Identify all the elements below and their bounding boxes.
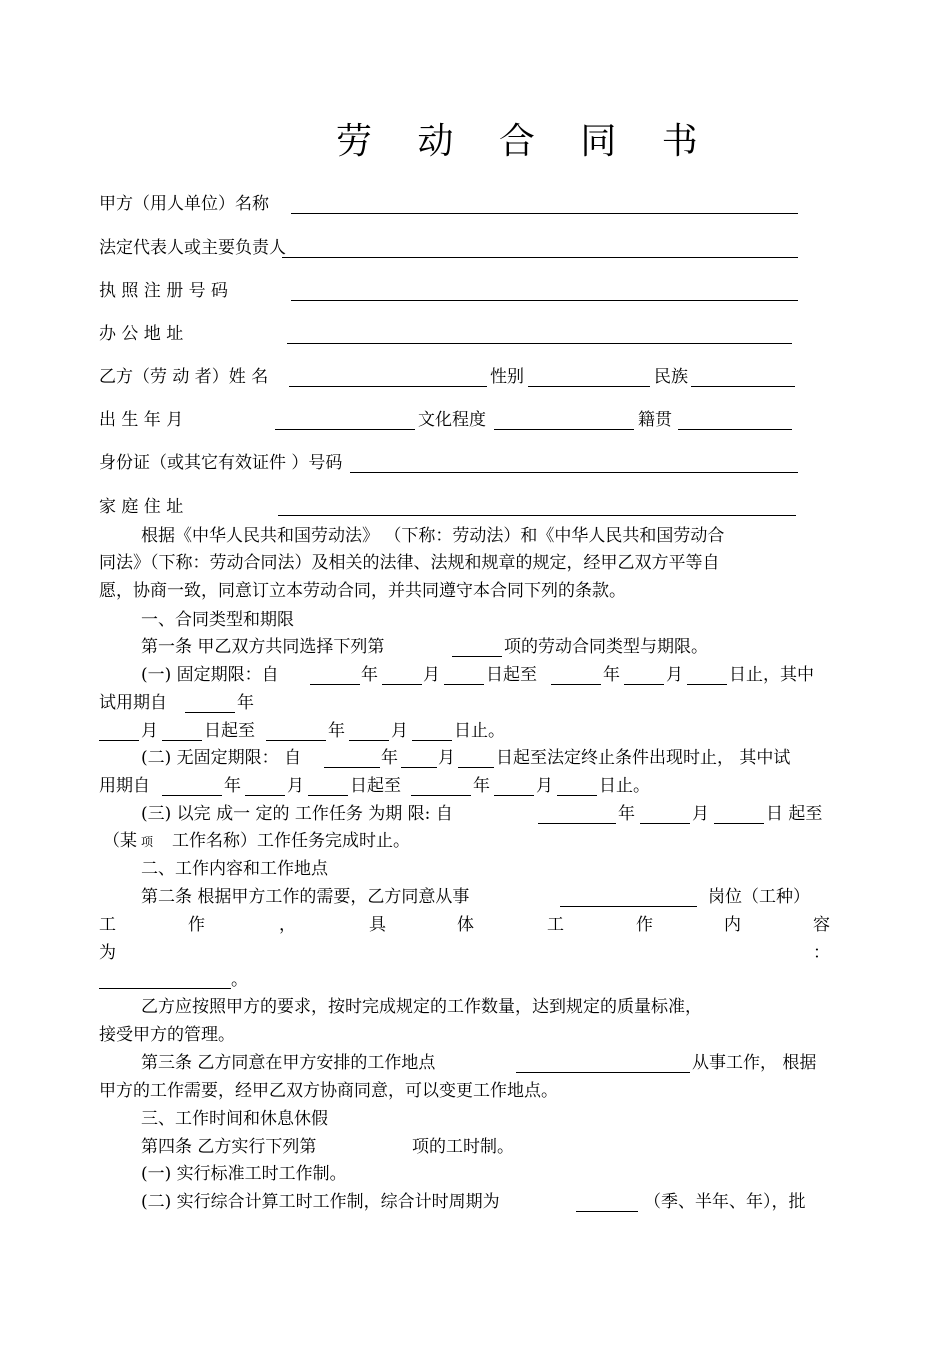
article-4-text: 第四条 乙方实行下列第: [141, 1137, 317, 1157]
trial-start-day-field[interactable]: [162, 740, 202, 741]
fixed-year-label: 年: [361, 665, 378, 685]
article-2-spread-char: 具: [369, 915, 386, 935]
fixed-end-month-field[interactable]: [624, 684, 664, 685]
article-2-text: 第二条 根据甲方工作的需要，乙方同意从事: [141, 887, 470, 907]
trial-start-year-field[interactable]: [185, 712, 235, 713]
trial-end-day-field[interactable]: [412, 740, 452, 741]
hours-option-2-end: （季、半年、年），批: [644, 1192, 806, 1212]
open-trial-month-label: 月: [287, 776, 304, 796]
open-trial-start-year-field[interactable]: [162, 795, 222, 796]
article-1-choice-field[interactable]: [452, 656, 502, 657]
requirement-line-1: 乙方应按照甲方的要求，按时完成规定的工作数量，达到规定的质量标准，: [141, 997, 702, 1017]
id-number-label: 身份证（或其它有效证件 ）号码: [99, 453, 343, 473]
fixed-from-label: 日起至: [486, 665, 537, 685]
trial-end-month-field[interactable]: [349, 740, 389, 741]
work-location-field[interactable]: [516, 1072, 690, 1073]
fixed-term-label: (一) 固定期限：自: [141, 665, 279, 685]
birth-date-label: 出 生 年 月: [99, 410, 184, 430]
intro-line-1: 根据《中华人民共和国劳动法》 （下称：劳动法）和《中华人民共和国劳动合: [141, 526, 725, 546]
legal-rep-label: 法定代表人或主要负责人: [99, 238, 286, 258]
open-trial-end-day-field[interactable]: [557, 795, 597, 796]
fixed-end-year-field[interactable]: [551, 684, 601, 685]
trial-start-month-field[interactable]: [99, 740, 139, 741]
open-term-label: (二) 无固定期限： 自: [141, 748, 302, 768]
article-1-text-end: 项的劳动合同类型与期限。: [504, 637, 708, 657]
trial-month2-label: 月: [391, 721, 408, 741]
office-address-label: 办 公 地 址: [99, 324, 184, 344]
open-trial-year-label: 年: [224, 776, 241, 796]
open-trial-end-label: 日止。: [599, 776, 650, 796]
open-rest-text: 日起至法定终止条件出现时止， 其中试: [496, 748, 791, 768]
license-no-label: 执 照 注 册 号 码: [99, 281, 229, 301]
job-content-end: 。: [231, 970, 248, 990]
fixed-trial-year-label: 年: [237, 693, 254, 713]
legal-rep-field[interactable]: [282, 257, 798, 258]
intro-line-2: 同法》（下称：劳动合同法）及相关的法律、法规和规章的规定，经甲乙双方平等自: [99, 553, 720, 573]
native-place-label: 籍贯: [638, 410, 672, 430]
article-3-line-2: 甲方的工作需要，经甲乙双方协商同意，可以变更工作地点。: [99, 1081, 558, 1101]
fixed-trial-label: 试用期自: [99, 693, 167, 713]
open-trial-end-year-field[interactable]: [411, 795, 471, 796]
article-2-spread-char: 作: [636, 915, 653, 935]
education-field[interactable]: [494, 429, 634, 430]
document-title: 劳 动 合 同 书: [336, 121, 715, 162]
license-no-field[interactable]: [291, 300, 798, 301]
fixed-month2-label: 月: [666, 665, 683, 685]
open-trial-month2-label: 月: [536, 776, 553, 796]
fixed-end-day-field[interactable]: [687, 684, 727, 685]
task-start-day-field[interactable]: [714, 823, 764, 824]
trial-end-label: 日止。: [454, 721, 505, 741]
hours-option-1: (一) 实行标准工时工作制。: [141, 1164, 347, 1184]
trial-year-label: 年: [328, 721, 345, 741]
article-1-text: 第一条 甲乙双方共同选择下列第: [141, 637, 385, 657]
article-2-spread-char: 工: [99, 915, 116, 935]
open-start-year-field[interactable]: [324, 767, 380, 768]
article-2-colon: ：: [813, 943, 830, 963]
birth-date-field[interactable]: [275, 429, 415, 430]
home-address-label: 家 庭 住 址: [99, 497, 184, 517]
task-year-label: 年: [618, 804, 635, 824]
fixed-month-label: 月: [423, 665, 440, 685]
id-number-field[interactable]: [350, 472, 798, 473]
section-3-heading: 三、工作时间和休息休假: [141, 1109, 328, 1129]
article-2-wei: 为: [99, 943, 116, 963]
gender-label: 性别: [490, 367, 524, 387]
article-3-text: 第三条 乙方同意在甲方安排的工作地点: [141, 1053, 436, 1073]
article-2-spread-char: 容: [813, 915, 830, 935]
section-1-heading: 一、合同类型和期限: [141, 610, 294, 630]
requirement-line-2: 接受甲方的管理。: [99, 1025, 235, 1045]
task-name-text: 工作名称）工作任务完成时止。: [172, 831, 410, 851]
article-2-text-end: 岗位（工种）: [708, 887, 810, 907]
education-label: 文化程度: [418, 410, 486, 430]
fixed-year2-label: 年: [603, 665, 620, 685]
open-year-label: 年: [381, 748, 398, 768]
fixed-start-day-field[interactable]: [444, 684, 484, 685]
employee-name-field[interactable]: [289, 386, 487, 387]
open-trial-label: 用期自: [99, 776, 150, 796]
open-trial-end-month-field[interactable]: [494, 795, 534, 796]
article-2-spread-char: ，: [279, 915, 296, 935]
fixed-start-year-field[interactable]: [310, 684, 360, 685]
task-from-label: 日 起至: [766, 804, 823, 824]
hours-option-2: (二) 实行综合计算工时工作制，综合计时周期为: [141, 1192, 500, 1212]
article-2-spread-char: 工: [547, 915, 564, 935]
open-month-label: 月: [438, 748, 455, 768]
open-trial-start-month-field[interactable]: [245, 795, 285, 796]
article-2-spread-char: 作: [188, 915, 205, 935]
open-start-day-field[interactable]: [458, 767, 494, 768]
article-2-spread-char: 内: [724, 915, 741, 935]
office-address-field[interactable]: [287, 343, 792, 344]
article-3-text-end: 从事工作， 根据: [692, 1053, 817, 1073]
employer-name-field[interactable]: [291, 213, 798, 214]
task-start-month-field[interactable]: [640, 823, 690, 824]
open-trial-start-day-field[interactable]: [308, 795, 348, 796]
trial-from-label: 日起至: [204, 721, 255, 741]
ethnicity-label: 民族: [654, 367, 688, 387]
hours-period-field[interactable]: [576, 1211, 638, 1212]
open-trial-year2-label: 年: [473, 776, 490, 796]
job-content-field[interactable]: [99, 988, 231, 989]
task-start-year-field[interactable]: [538, 823, 616, 824]
task-month-label: 月: [692, 804, 709, 824]
open-trial-from-label: 日起至: [350, 776, 401, 796]
employer-name-label: 甲方（用人单位）名称: [99, 194, 269, 214]
article-2-spread-char: 体: [457, 915, 474, 935]
gender-field[interactable]: [528, 386, 650, 387]
intro-line-3: 愿，协商一致，同意订立本劳动合同，并共同遵守本合同下列的条款。: [99, 581, 626, 601]
ethnicity-field[interactable]: [691, 386, 795, 387]
home-address-field[interactable]: [278, 515, 796, 516]
employee-name-label: 乙方（劳 动 者）姓 名: [99, 367, 269, 387]
fixed-to-label: 日止，其中: [729, 665, 814, 685]
open-start-month-field[interactable]: [401, 767, 437, 768]
article-2-position-field[interactable]: [560, 906, 697, 907]
native-place-field[interactable]: [678, 429, 792, 430]
section-2-heading: 二、工作内容和工作地点: [141, 859, 328, 879]
trial-month-label: 月: [141, 721, 158, 741]
task-term-label: (三) 以完 成一 定的 工作任务 为期 限: 自: [141, 804, 453, 824]
trial-end-year-field[interactable]: [266, 740, 326, 741]
task-name-prefix: （某 项: [103, 831, 154, 851]
fixed-start-month-field[interactable]: [382, 684, 422, 685]
article-4-text-end: 项的工时制。: [412, 1137, 514, 1157]
